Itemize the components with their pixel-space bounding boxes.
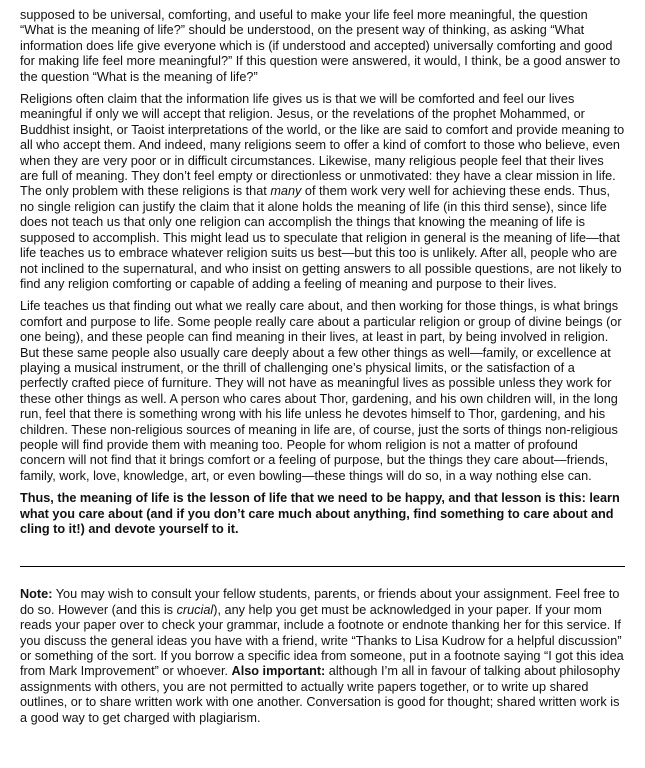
also-important-label: Also important: [231, 664, 326, 679]
emphasis-many: many [270, 184, 302, 199]
section-divider [20, 566, 625, 567]
paragraph-life-teaches: Life teaches us that finding out what we really care about, and then working for those things, is what brings comfort and purpose to life. Some people really care about a particular religion or group of divine beings (or one being), and these people can find meaning in their lives, at least in part, by being involved in religion. But these same people also usually care deeply about a few other things as well—family, or excellence at playing a musical instrument, or the thrill of challenging one’s physical limits, or the satisfaction of a perfectly crafted piece of furniture. They will not have as meaningful lives as possible unless they work for these other things as well. A person who cares about Thor, gardening, and his own children will, in the long run, feel that there is something wrong with his life unless he devotes himself to Thor, gardening, and his children. These non-religious sources of meaning in life are, of course, just the sorts of things non-religious people will find provide them with meaning too. People for whom religion is not a matter of profound concern will not find that it brings comfort or a feeling of purpose, but the things they care about—friends, family, work, love, knowledge, art, or even bowling—these things will do so, in a way nothing else can. [20, 299, 622, 483]
document-page [20, 8, 625, 733]
paragraph-meaning-question: supposed to be universal, comforting, and useful to make your life feel more meaningful, the question “What is the meaning of life?” should be understood, on the present way of thinking, as asking “What information does life give everyone which is (if understood and accepted) universally comforting and good for making life feel more meaningful?” If this question were answered, it would, I think, be a good answer to the question “What is the meaning of life?” [20, 8, 621, 84]
paragraph-religions [20, 92, 625, 292]
note-label: Note: [20, 587, 53, 602]
paragraph-religions-text-start: Religions often claim that the information life gives us is that we will be comforted and feel our lives meaningful if only we will accept that religion. Jesus, or the revelations of the prophet Mohammed, or Buddhist insight, or Taoist interpretations of the world, or the like are said to comfort and provide meaning to all who accept them. And indeed, many religions seem to offer a kind of comfort to those who believe, even when they are very poor or in difficult circumstances. Likewise, many religious people feel that their lives are full of meaning. They don’t feel empty or directionless or unmotivated: they have a clear mission in life. The only problem with these religions is that [20, 92, 625, 199]
note-text-middle: ), any help you get must be acknowledged in your paper. If your mom reads your paper over to check your grammar, include a footnote or endnote thanking her for this service. If you discuss the general ideas you have with a friend, write “Thanks to Lisa Kudrow for a helpful discussion” or something of the sort. If you borrow a specific idea from someone, put in a footnote saying “I got this idea from Mark Improvement” or whoever. [20, 602, 624, 679]
note-paragraph [20, 587, 625, 726]
note-text-end: although I’m all in favour of talking about philosophy assignments with others, you are not permitted to actually write papers together, or to write up shared outlines, or to share written work with one another. Conversation is good for thought; shared written work is a good way to get charged with plagiarism. [20, 664, 621, 725]
note-text-start: You may wish to consult your fellow students, parents, or friends about your assignment. Feel free to do so. However (and this is [20, 587, 620, 617]
conclusion-statement: Thus, the meaning of life is the lesson of life that we need to be happy, and that lesson is this: learn what you care about (and if you don’t care much about anything, find something to care about and cling to it!) and devote yourself to it. [20, 491, 620, 536]
emphasis-crucial: crucial [176, 602, 214, 617]
paragraph-religions-text-end: of them work very well for achieving these ends. Thus, no single religion can justify the claim that it alone holds the meaning of life (in this third sense), since life does not teach us that only one religion can accomplish the things that knowing the meaning of life is supposed to accomplish. This might lead us to speculate that religion in general is the meaning of life—that life teaches us to embrace whatever religion suits us best—but this too is unlikely. After all, people who are not inclined to the supernatural, and who insist on getting answers to all possible questions, are not likely to find any religion comforting or capable of adding a feeling of meaning and purpose to their lives. [20, 184, 622, 291]
